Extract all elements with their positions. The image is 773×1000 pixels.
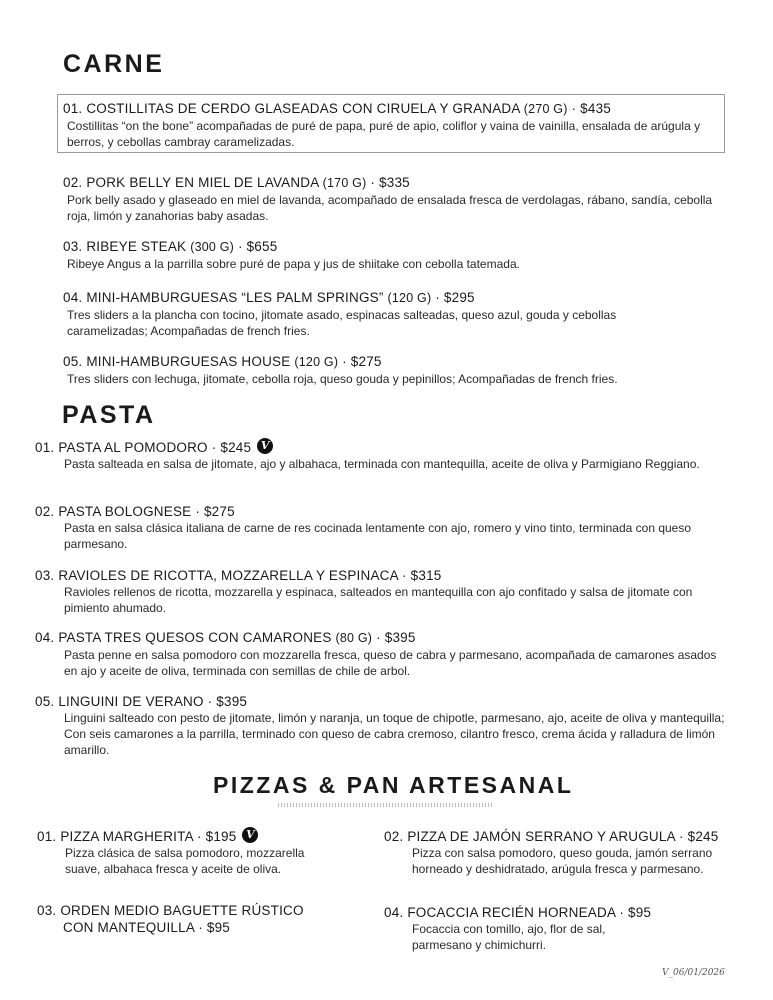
menu-item (35, 503, 725, 552)
item-description: Ravioles rellenos de ricotta, mozzarella y espinaca, salteados en mantequilla con ajo confitado y salsa de jitomate con pimiento ahumado. (64, 585, 693, 615)
menu-item (35, 439, 725, 472)
menu-item (63, 174, 723, 224)
item-description: Pizza con salsa pomodoro, queso gouda, jamón serrano horneado y deshidratado, arúgula fresca y parmesano. (412, 846, 713, 876)
section-divider (278, 803, 494, 807)
item-title: 04. FOCACCIA RECIÉN HORNEADA · $95 (384, 905, 652, 920)
section-title-carne: CARNE (63, 50, 165, 78)
menu-item (37, 902, 337, 936)
item-title: 02. PIZZA DE JAMÓN SERRANO Y ARUGULA · $245 (384, 829, 719, 844)
item-title: 03. ORDEN MEDIO BAGUETTE RÚSTICO (37, 903, 304, 918)
menu-item (63, 353, 723, 387)
menu-item (35, 693, 725, 758)
item-description: Focaccia con tomillo, ajo, flor de sal, parmesano y chimichurri. (412, 922, 606, 952)
menu-item (63, 289, 723, 339)
menu-item (35, 629, 725, 679)
menu-item (63, 238, 723, 272)
item-description: Pasta salteada en salsa de jitomate, ajo y albahaca, terminada con mantequilla, aceite de oliva y Parmigiano Reggiano. (64, 457, 700, 472)
vegetarian-icon: V (257, 438, 273, 454)
item-description: Linguini salteado con pesto de jitomate, limón y naranja, un toque de chipotle, parmesano, ajo, aceite de oliva y mantequilla; Con seis camarones a la parrilla, terminado con queso de cabra cremoso, cilantro fresco, crema ácida y ralladura de limón amarillo. (64, 711, 725, 757)
item-description: Costillitas “on the bone” acompañadas de puré de papa, puré de apio, coliflor y vaina de vainilla, ensalada de arúgula y berros, y cebollas cambray caramelizadas. (67, 119, 701, 149)
item-description: Pork belly asado y glaseado en miel de lavanda, acompañado de ensalada fresca de verdolagas, rábano, sandía, cebolla roja, limón y zanahorias baby asadas. (67, 193, 713, 223)
menu-item (63, 100, 723, 150)
item-description: Pasta penne en salsa pomodoro con mozzarella fresca, queso de cabra y parmesano, acompañada de camarones asados en ajo y aceite de oliva, terminada con semillas de chile de arbol. (64, 648, 717, 678)
menu-item (384, 828, 744, 877)
item-description: Tres sliders con lechuga, jitomate, cebolla roja, queso gouda y pepinillos; Acompañadas de french fries. (67, 372, 618, 386)
item-title: 02. PASTA BOLOGNESE · $275 (35, 504, 235, 519)
section-title-pasta: PASTA (62, 401, 156, 429)
item-title: 01. PASTA AL POMODORO · $245 V (35, 439, 725, 456)
section-title-pizzas: PIZZAS & PAN ARTESANAL (213, 772, 574, 798)
item-description: Tres sliders a la plancha con tocino, jitomate asado, espinacas salteadas, queso azul, gouda y cebollas caramelizadas; Acompañadas de french fries. (67, 308, 617, 338)
item-description: Ribeye Angus a la parrilla sobre puré de papa y jus de shiitake con cebolla tatemada. (67, 257, 520, 271)
item-title-continued: CON MANTEQUILLA · $95 (63, 920, 231, 935)
item-title: 04. MINI-HAMBURGUESAS “LES PALM SPRINGS” (120 G) · $295 (63, 290, 475, 305)
item-title: 02. PORK BELLY EN MIEL DE LAVANDA (170 G) · $335 (63, 175, 410, 190)
item-title: 05. LINGUINI DE VERANO · $395 (35, 694, 248, 709)
item-title: 05. MINI-HAMBURGUESAS HOUSE (120 G) · $275 (63, 354, 382, 369)
version-code: V_06/01/2026 (662, 968, 725, 978)
menu-item (384, 904, 744, 953)
item-title: 04. PASTA TRES QUESOS CON CAMARONES (80 G) · $395 (35, 630, 416, 645)
item-description: Pasta en salsa clásica italiana de carne de res cocinada lentamente con ajo, romero y vino tinto, terminada con queso parmesano. (64, 521, 692, 551)
menu-item (37, 828, 337, 877)
item-title: 03. RIBEYE STEAK (300 G) · $655 (63, 239, 278, 254)
menu-item (35, 567, 725, 616)
item-title: 01. PIZZA MARGHERITA · $195 V (37, 828, 337, 845)
item-title: 01. COSTILLITAS DE CERDO GLASEADAS CON CIRUELA Y GRANADA (270 G) · $435 (63, 101, 612, 116)
item-description: Pizza clásica de salsa pomodoro, mozzarella suave, albahaca fresca y aceite de oliva. (65, 846, 305, 877)
vegetarian-icon: V (242, 827, 258, 843)
item-title: 03. RAVIOLES DE RICOTTA, MOZZARELLA Y ESPINACA · $315 (35, 568, 442, 583)
